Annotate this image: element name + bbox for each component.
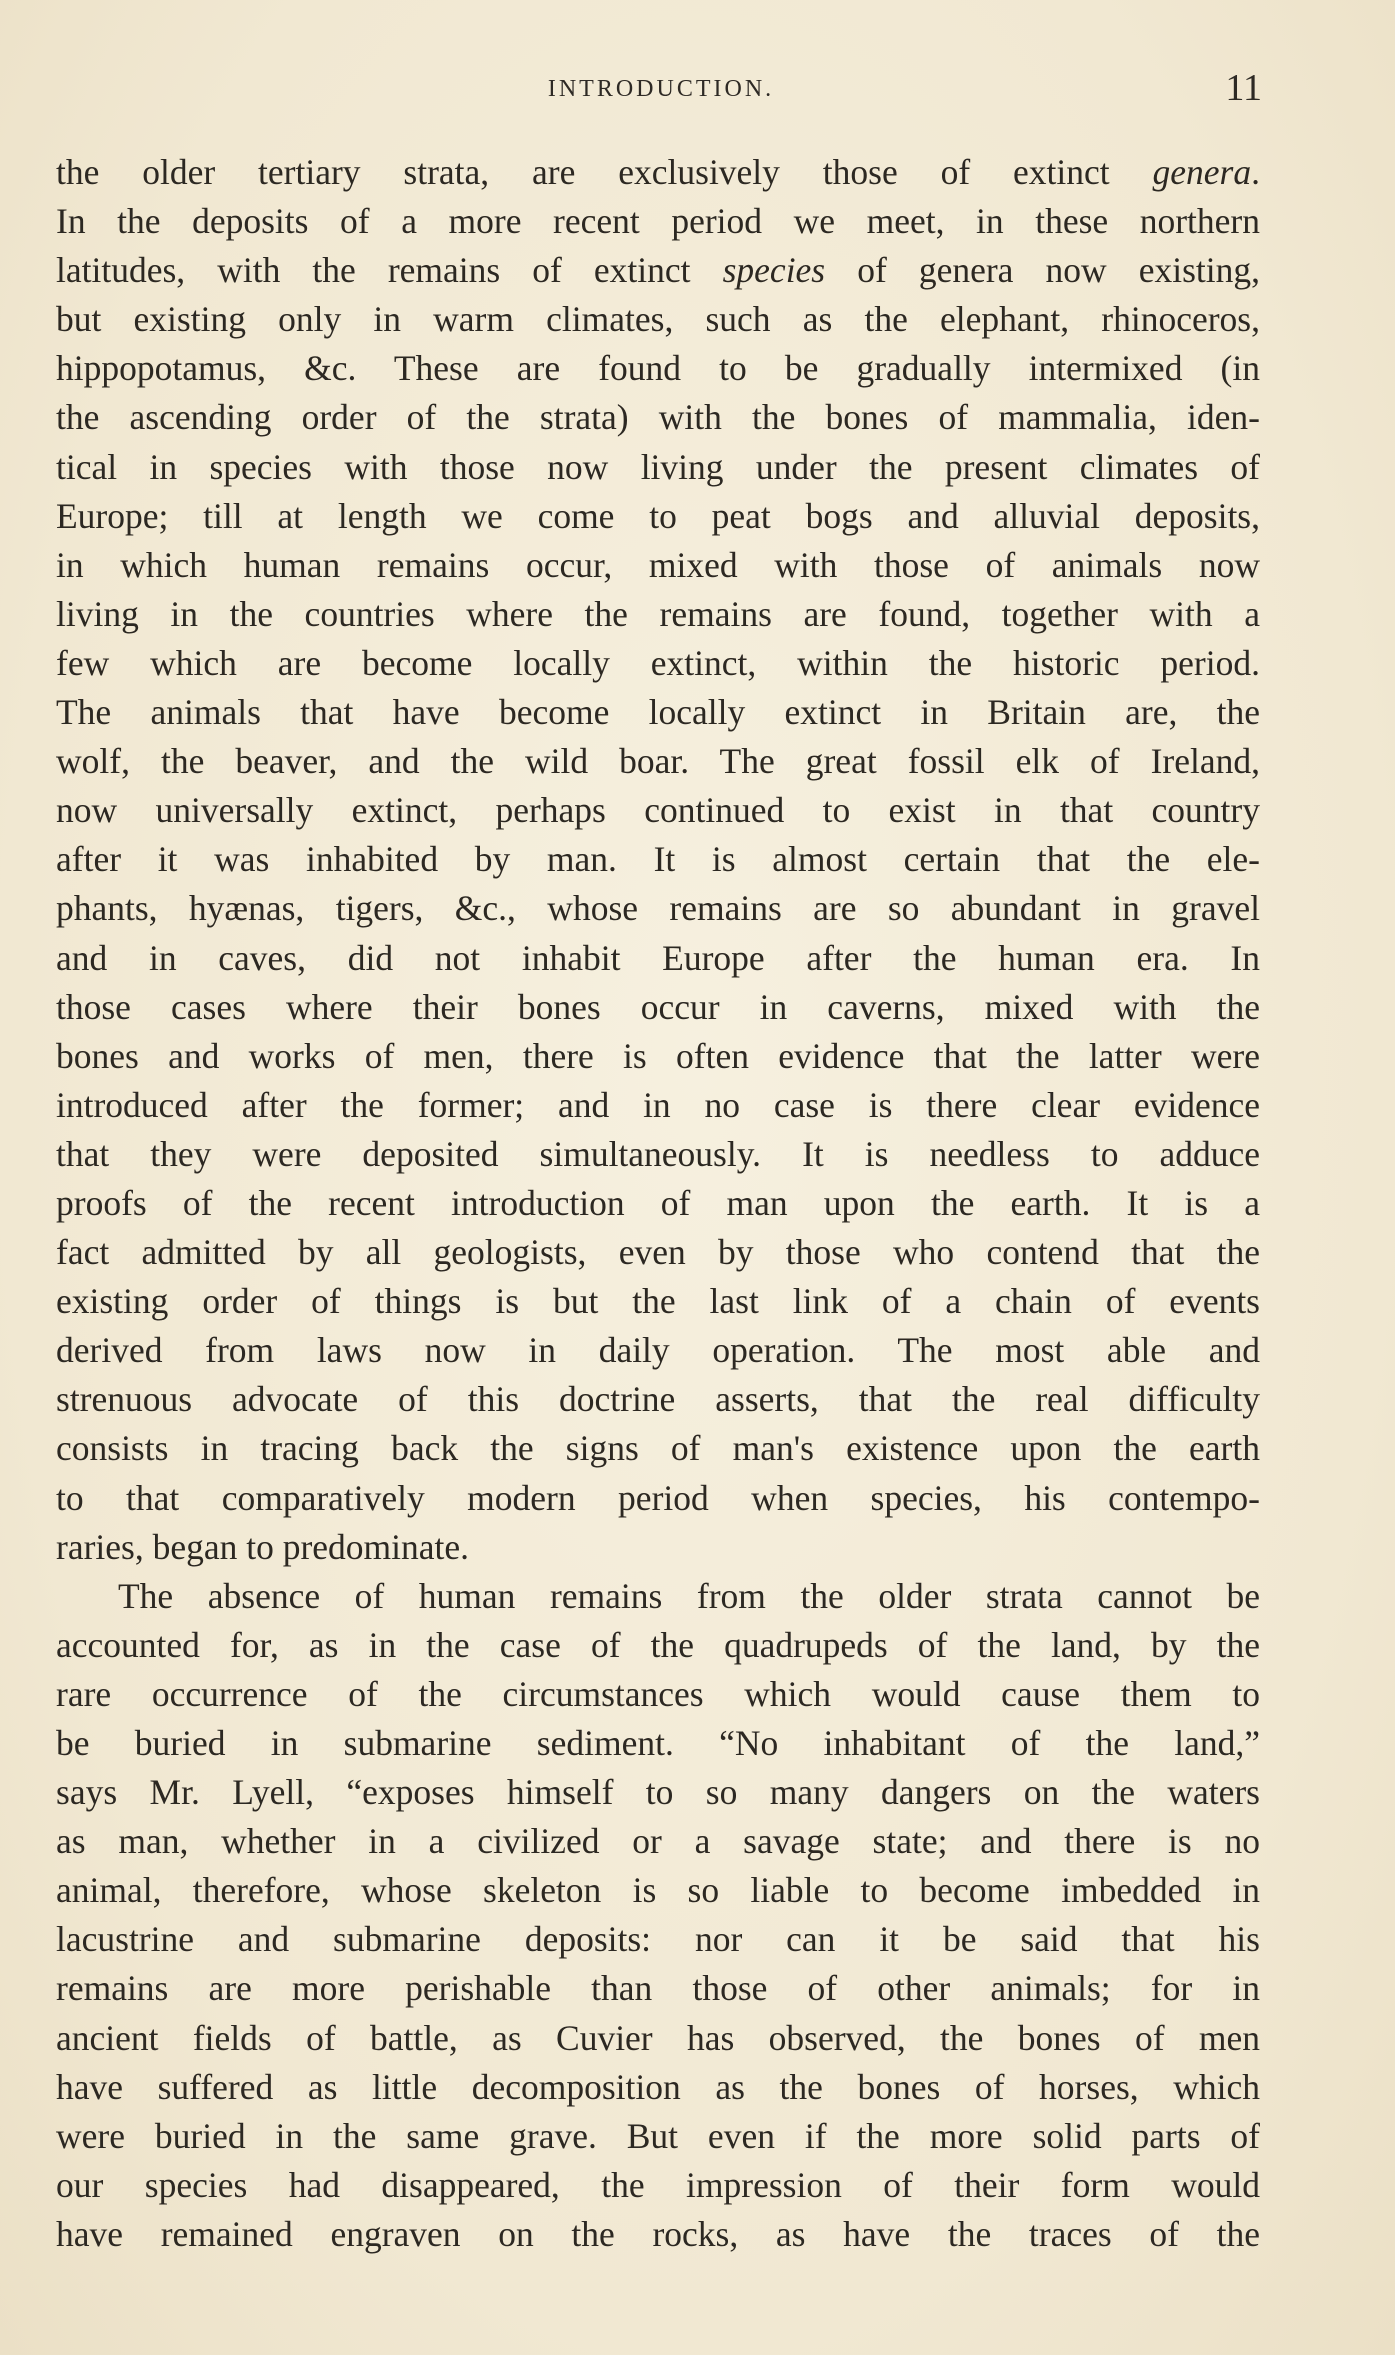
text-line: rare occurrence of the circumstances which would cause them to: [56, 1673, 1260, 1714]
text-line: Europe; till at length we come to peat bogs and alluvial deposits,: [56, 495, 1260, 536]
text-line: existing order of things is but the last link of a chain of events: [56, 1281, 1260, 1322]
text-line: In the deposits of a more recent period we meet, in these northern: [56, 201, 1260, 242]
text-run: .: [1251, 152, 1260, 192]
text-line: animal, therefore, whose skeleton is so liable to become imbedded in: [56, 1870, 1260, 1911]
text-line: were buried in the same grave. But even if the more solid parts of: [56, 2115, 1260, 2156]
running-title: INTRODUCTION.: [547, 76, 775, 102]
text-line: [56, 246, 1260, 295]
paragraph-1: [56, 148, 1260, 1572]
text-line: those cases where their bones occur in caverns, mixed with the: [56, 986, 1260, 1027]
text-line: to that comparatively modern period when species, his contempo-: [56, 1477, 1260, 1518]
text-line: The absence of human remains from the older strata cannot be: [118, 1575, 1260, 1616]
text-line: the ascending order of the strata) with the bones of mammalia, iden-: [56, 397, 1260, 438]
text-line: be buried in submarine sediment. “No inhabitant of the land,”: [56, 1723, 1260, 1763]
text-line: in which human remains occur, mixed with those of animals now: [56, 544, 1260, 585]
body-text: [56, 148, 1260, 2259]
text-run: latitudes, with the remains of extinct: [56, 250, 723, 291]
text-line: have remained engraven on the rocks, as have the traces of the: [56, 2213, 1260, 2254]
text-line: strenuous advocate of this doctrine asserts, that the real difficulty: [56, 1379, 1260, 1420]
text-line: accounted for, as in the case of the quadrupeds of the land, by the: [56, 1624, 1260, 1665]
text-line: after it was inhabited by man. It is almost certain that the ele-: [56, 839, 1260, 880]
text-line: our species had disappeared, the impression of their form would: [56, 2164, 1260, 2205]
text-line: have suffered as little decomposition as the bones of horses, which: [56, 2066, 1260, 2107]
text-run: the older tertiary strata, are exclusively those of extinct: [56, 152, 1153, 192]
page-number: 11: [1225, 67, 1262, 109]
text-line: The animals that have become locally extinct in Britain are, the: [56, 692, 1260, 733]
text-line: and in caves, did not inhabit Europe after the human era. In: [56, 937, 1260, 978]
text-line: phants, hyænas, tigers, &c., whose remains are so abundant in gravel: [56, 888, 1260, 929]
text-line: few which are become locally extinct, within the historic period.: [56, 642, 1260, 683]
text-line: as man, whether in a civilized or a savage state; and there is no: [56, 1821, 1260, 1862]
text-line: says Mr. Lyell, “exposes himself to so many dangers on the waters: [56, 1772, 1260, 1813]
running-head: [56, 66, 1266, 114]
text-line: wolf, the beaver, and the wild boar. The great fossil elk of Ireland,: [56, 741, 1260, 782]
paragraph-2: [56, 1572, 1260, 2259]
text-line: consists in tracing back the signs of man's existence upon the earth: [56, 1428, 1260, 1469]
text-line: ancient fields of battle, as Cuvier has observed, the bones of men: [56, 2017, 1260, 2058]
text-line: [56, 148, 1260, 197]
text-line: bones and works of men, there is often evidence that the latter were: [56, 1035, 1260, 1076]
text-line: but existing only in warm climates, such as the elephant, rhinoceros,: [56, 299, 1260, 340]
text-line: hippopotamus, &c. These are found to be gradually intermixed (in: [56, 348, 1260, 389]
text-line: proofs of the recent introduction of man upon the earth. It is a: [56, 1182, 1260, 1223]
text-line: that they were deposited simultaneously. It is needless to adduce: [56, 1133, 1260, 1174]
text-line: lacustrine and submarine deposits: nor can it be said that his: [56, 1919, 1260, 1960]
text-line: fact admitted by all geologists, even by those who contend that the: [56, 1232, 1260, 1273]
text-line: derived from laws now in daily operation. The most able and: [56, 1330, 1260, 1371]
text-run: of genera now existing,: [825, 250, 1260, 291]
text-line: remains are more perishable than those of other animals; for in: [56, 1968, 1260, 2009]
text-line: now universally extinct, perhaps continued to exist in that country: [56, 790, 1260, 831]
italic-term: species: [722, 250, 826, 291]
text-line: raries, began to predominate.: [56, 1526, 470, 1567]
text-line: living in the countries where the remains are found, together with a: [56, 593, 1260, 634]
text-line: introduced after the former; and in no case is there clear evidence: [56, 1084, 1260, 1125]
italic-term: genera: [1152, 152, 1252, 192]
text-line: tical in species with those now living under the present climates of: [56, 446, 1260, 487]
